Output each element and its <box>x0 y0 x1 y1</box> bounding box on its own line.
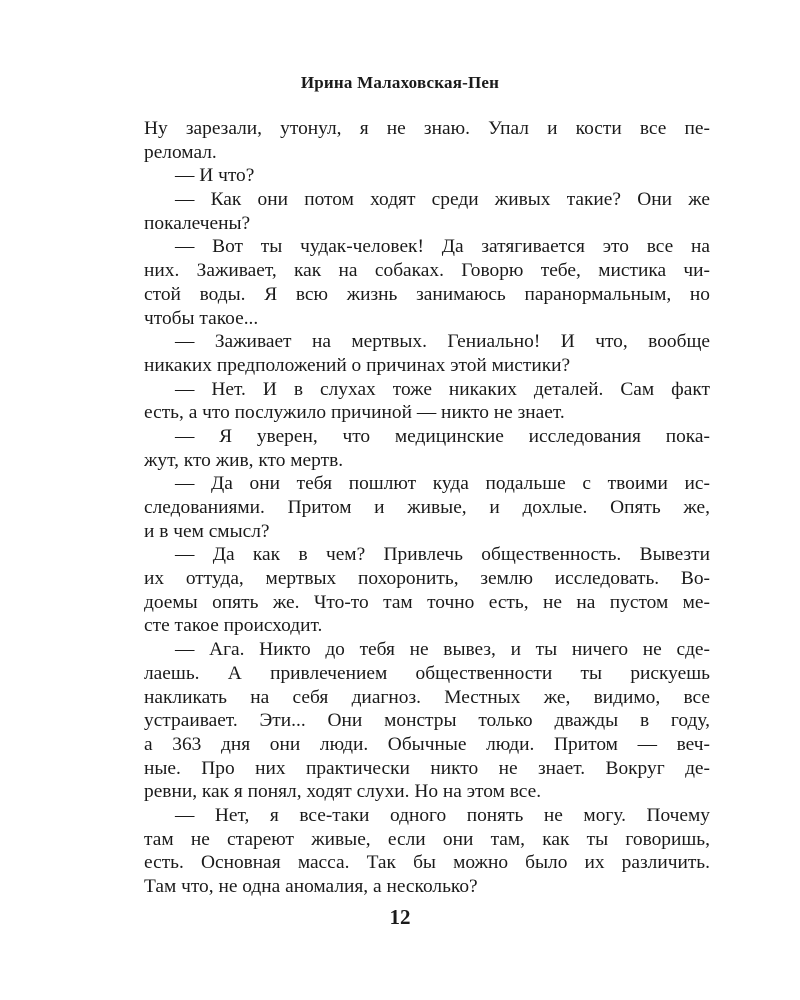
text-line: их оттуда, мертвых похоронить, землю исследовать. Во- <box>144 568 710 590</box>
text-line: — Нет, я все-таки одного понять не могу. Почему <box>175 804 710 826</box>
text-line: чтобы такое... <box>144 307 259 329</box>
text-line: есть, а что послужило причиной — никто не знает. <box>144 402 565 424</box>
text-line: Там что, не одна аномалия, а несколько? <box>144 876 478 897</box>
text-line: жут, кто жив, кто мертв. <box>144 449 344 471</box>
text-line: покалечены? <box>144 212 251 234</box>
text-line: — Нет. И в слухах тоже никаких деталей. Сам факт <box>175 378 710 400</box>
text-line: — И что? <box>175 165 255 187</box>
text-line: там не стареют живые, если они там, как ты говоришь, <box>144 828 710 850</box>
text-line: Ну зарезали, утонул, я не знаю. Упал и кости все пе- <box>144 118 710 139</box>
running-head-author: Ирина Малаховская-Пен <box>300 73 500 92</box>
text-line: ревни, как я понял, ходят слухи. Но на этом все. <box>144 781 542 803</box>
text-line: стой воды. Я всю жизнь занимаюсь паранормальным, но <box>144 283 710 305</box>
text-line: — Как они потом ходят среди живых такие? Они же <box>175 189 710 211</box>
text-line: — Вот ты чудак-человек! Да затягивается это все на <box>175 236 710 258</box>
text-line: реломал. <box>144 141 217 163</box>
text-line: есть. Основная масса. Так бы можно было их различить. <box>144 852 710 874</box>
text-line: — Заживает на мертвых. Гениально! И что, вообще <box>175 331 710 353</box>
text-line: — Да они тебя пошлют куда подальше с твоими ис- <box>175 473 710 495</box>
text-line: следованиями. Притом и живые, и дохлые. Опять же, <box>144 497 710 518</box>
text-line: устраивает. Эти... Они монстры только дважды в году, <box>144 710 710 732</box>
body-text <box>144 117 710 899</box>
text-line: ные. Про них практически никто не знает. Вокруг де- <box>144 757 710 779</box>
text-line: сте такое происходит. <box>144 615 323 637</box>
text-line: — Да как в чем? Привлечь общественность. Вывезти <box>175 544 710 566</box>
text-line: доемы опять же. Что-то там точно есть, не на пустом ме- <box>144 591 710 613</box>
text-line: — Я уверен, что медицинские исследования пока- <box>175 425 710 447</box>
page-number: 12 <box>389 905 411 929</box>
text-line: никаких предположений о причинах этой мистики? <box>144 354 571 376</box>
text-line: а 363 дня они люди. Обычные люди. Притом — веч- <box>144 733 710 755</box>
text-line: них. Заживает, как на собаках. Говорю тебе, мистика чи- <box>144 260 710 282</box>
text-line: лаешь. А привлечением общественности ты рискуешь <box>144 662 710 684</box>
text-line: и в чем смысл? <box>144 520 270 542</box>
text-line: накликать на себя диагноз. Местных же, видимо, все <box>144 686 710 708</box>
text-line: — Ага. Никто до тебя не вывез, и ты ничего не сде- <box>175 639 710 661</box>
